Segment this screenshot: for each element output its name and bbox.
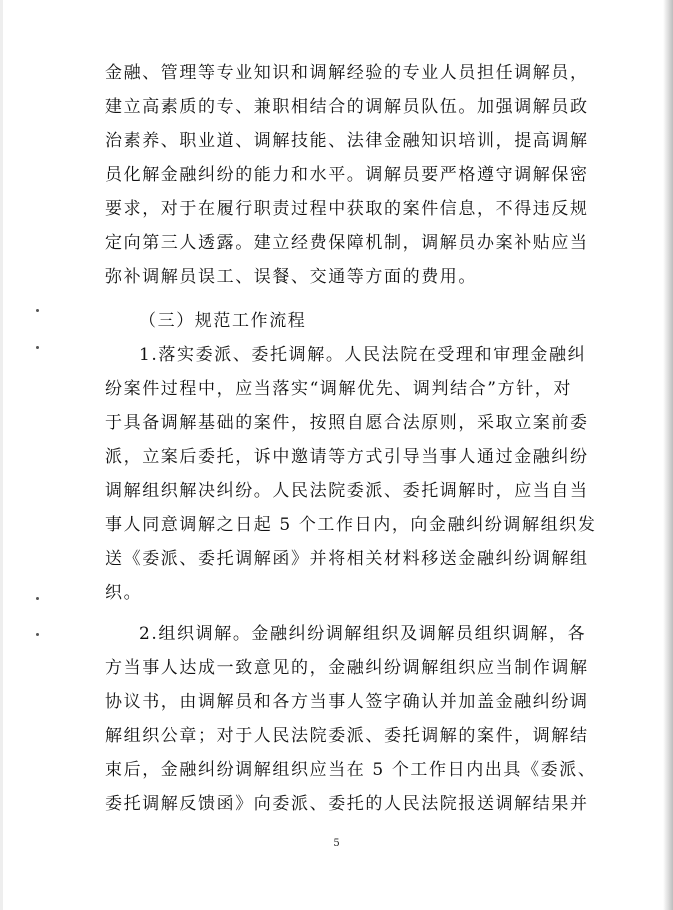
page-left-edge bbox=[0, 0, 3, 910]
text-line: 要求，对于在履行职责过程中获取的案件信息，不得违反规 bbox=[105, 199, 589, 219]
text-line: 弥补调解员误工、误餐、交通等方面的费用。 bbox=[105, 267, 477, 287]
paragraph-organize-mediation bbox=[105, 617, 597, 821]
text-line: 束后，金融纠纷调解组织应当在 5 个工作日内出具《委派、 bbox=[105, 760, 597, 780]
text-line: 纷案件过程中，应当落实“调解优先、调判结合”方针，对 bbox=[105, 379, 572, 399]
text-line: 派，立案后委托，诉中邀请等方式引导当事人通过金融纠纷 bbox=[105, 447, 589, 467]
text-line: 协议书，由调解员和各方当事人签字确认并加盖金融纠纷调 bbox=[105, 692, 589, 712]
text-line: 事人同意调解之日起 5 个工作日内，向金融纠纷调解组织发 bbox=[105, 515, 597, 535]
text-line: 建立高素质的专、兼职相结合的调解员队伍。加强调解员政 bbox=[105, 97, 589, 117]
text-line: 解组织公章；对于人民法院委派、委托调解的案件，调解结 bbox=[105, 726, 589, 746]
text-line: 于具备调解基础的案件，按照自愿合法原则，采取立案前委 bbox=[105, 413, 589, 433]
text-line: 调解组织解决纠纷。人民法院委派、委托调解时，应当自当 bbox=[105, 481, 589, 501]
text-line: 治素养、职业道、调解技能、法律金融知识培训，提高调解 bbox=[105, 131, 589, 151]
text-line: 员化解金融纠纷的能力和水平。调解员要严格遵守调解保密 bbox=[105, 165, 589, 185]
text-line: 金融、管理等专业知识和调解经验的专业人员担任调解员， bbox=[105, 63, 589, 83]
page-number: 5 bbox=[333, 838, 340, 849]
paragraph-delegated-mediation bbox=[105, 338, 597, 610]
scan-speck bbox=[36, 633, 39, 636]
text-line: 委托调解反馈函》向委派、委托的人民法院报送调解结果并 bbox=[105, 794, 589, 814]
page-right-edge-shadow bbox=[663, 0, 673, 910]
text-line: 定向第三人透露。建立经费保障机制，调解员办案补贴应当 bbox=[105, 233, 589, 253]
text-line: 1.落实委派、委托调解。人民法院在受理和审理金融纠 bbox=[139, 345, 587, 365]
paragraph-mediator-team bbox=[105, 56, 589, 294]
text-line: 送《委派、委托调解函》并将相关材料移送金融纠纷调解组 bbox=[105, 549, 589, 569]
text-line: 2.组织调解。金融纠纷调解组织及调解员组织调解，各 bbox=[139, 624, 587, 644]
scan-speck bbox=[36, 309, 39, 312]
text-line: 方当事人达成一致意见的，金融纠纷调解组织应当制作调解 bbox=[105, 658, 589, 678]
text-line: 织。 bbox=[105, 583, 143, 603]
section-heading: （三）规范工作流程 bbox=[139, 311, 307, 331]
scan-speck bbox=[36, 346, 39, 349]
scan-speck bbox=[36, 597, 39, 600]
